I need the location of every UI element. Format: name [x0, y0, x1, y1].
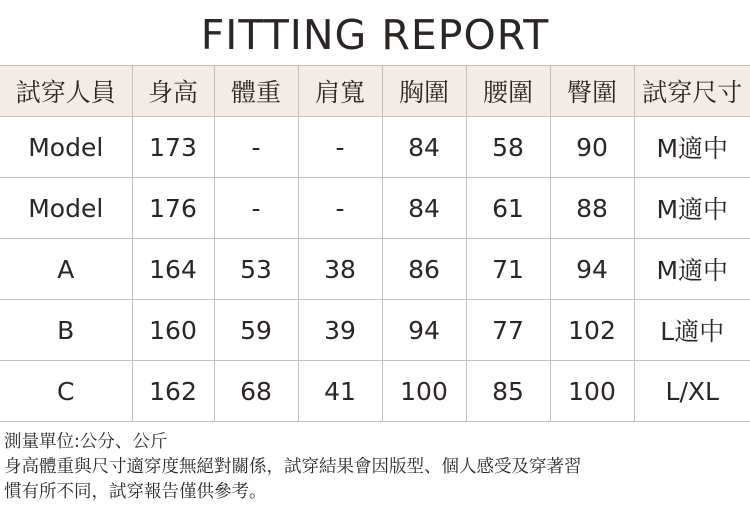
cell-hip: 100 — [550, 361, 634, 422]
cell-hip: 88 — [550, 178, 634, 239]
cell-waist: 77 — [466, 300, 550, 361]
cell-bust: 94 — [382, 300, 466, 361]
cell-height: 164 — [132, 239, 214, 300]
cell-height: 173 — [132, 117, 214, 178]
fitting-report-table — [0, 65, 750, 422]
column-header-size: 試穿尺寸 — [634, 66, 750, 117]
table-row — [0, 361, 750, 422]
cell-weight: 53 — [214, 239, 298, 300]
cell-size: M適中 — [634, 239, 750, 300]
cell-hip: 94 — [550, 239, 634, 300]
cell-tester: C — [0, 361, 132, 422]
cell-shoulder: - — [298, 178, 382, 239]
cell-tester: Model — [0, 117, 132, 178]
cell-size: M適中 — [634, 117, 750, 178]
cell-size: L/XL — [634, 361, 750, 422]
table-row — [0, 300, 750, 361]
column-header-weight: 體重 — [214, 66, 298, 117]
cell-hip: 90 — [550, 117, 634, 178]
column-header-height: 身高 — [132, 66, 214, 117]
footnote-disclaimer-line2: 慣有所不同，試穿報告僅供參考。 — [4, 481, 267, 502]
cell-height: 162 — [132, 361, 214, 422]
cell-height: 176 — [132, 178, 214, 239]
cell-height: 160 — [132, 300, 214, 361]
table-row — [0, 117, 750, 178]
cell-shoulder: - — [298, 117, 382, 178]
table-row — [0, 239, 750, 300]
cell-weight: 68 — [214, 361, 298, 422]
table-header-row — [0, 66, 750, 117]
column-header-waist: 腰圍 — [466, 66, 550, 117]
cell-waist: 58 — [466, 117, 550, 178]
cell-shoulder: 38 — [298, 239, 382, 300]
cell-shoulder: 41 — [298, 361, 382, 422]
table-header — [0, 66, 750, 117]
cell-weight: - — [214, 117, 298, 178]
cell-weight: 59 — [214, 300, 298, 361]
cell-tester: A — [0, 239, 132, 300]
cell-tester: B — [0, 300, 132, 361]
page-title: FITTING REPORT — [200, 11, 550, 59]
cell-waist: 61 — [466, 178, 550, 239]
cell-hip: 102 — [550, 300, 634, 361]
cell-waist: 71 — [466, 239, 550, 300]
footnote-disclaimer-line1: 身高體重與尺寸適穿度無絕對關係，試穿結果會因版型、個人感受及穿著習 — [4, 456, 582, 477]
column-header-hip: 臀圍 — [550, 66, 634, 117]
cell-size: M適中 — [634, 178, 750, 239]
cell-weight: - — [214, 178, 298, 239]
cell-bust: 86 — [382, 239, 466, 300]
column-header-shoulder: 肩寬 — [298, 66, 382, 117]
column-header-bust: 胸圍 — [382, 66, 466, 117]
cell-bust: 100 — [382, 361, 466, 422]
footnotes — [0, 422, 750, 505]
footnote-measure-unit: 測量單位:公分、公斤 — [4, 432, 168, 453]
cell-tester: Model — [0, 178, 132, 239]
column-header-tester: 試穿人員 — [0, 66, 132, 117]
table-row — [0, 178, 750, 239]
cell-bust: 84 — [382, 178, 466, 239]
cell-waist: 85 — [466, 361, 550, 422]
cell-bust: 84 — [382, 117, 466, 178]
cell-size: L適中 — [634, 300, 750, 361]
cell-shoulder: 39 — [298, 300, 382, 361]
table-body — [0, 117, 750, 422]
